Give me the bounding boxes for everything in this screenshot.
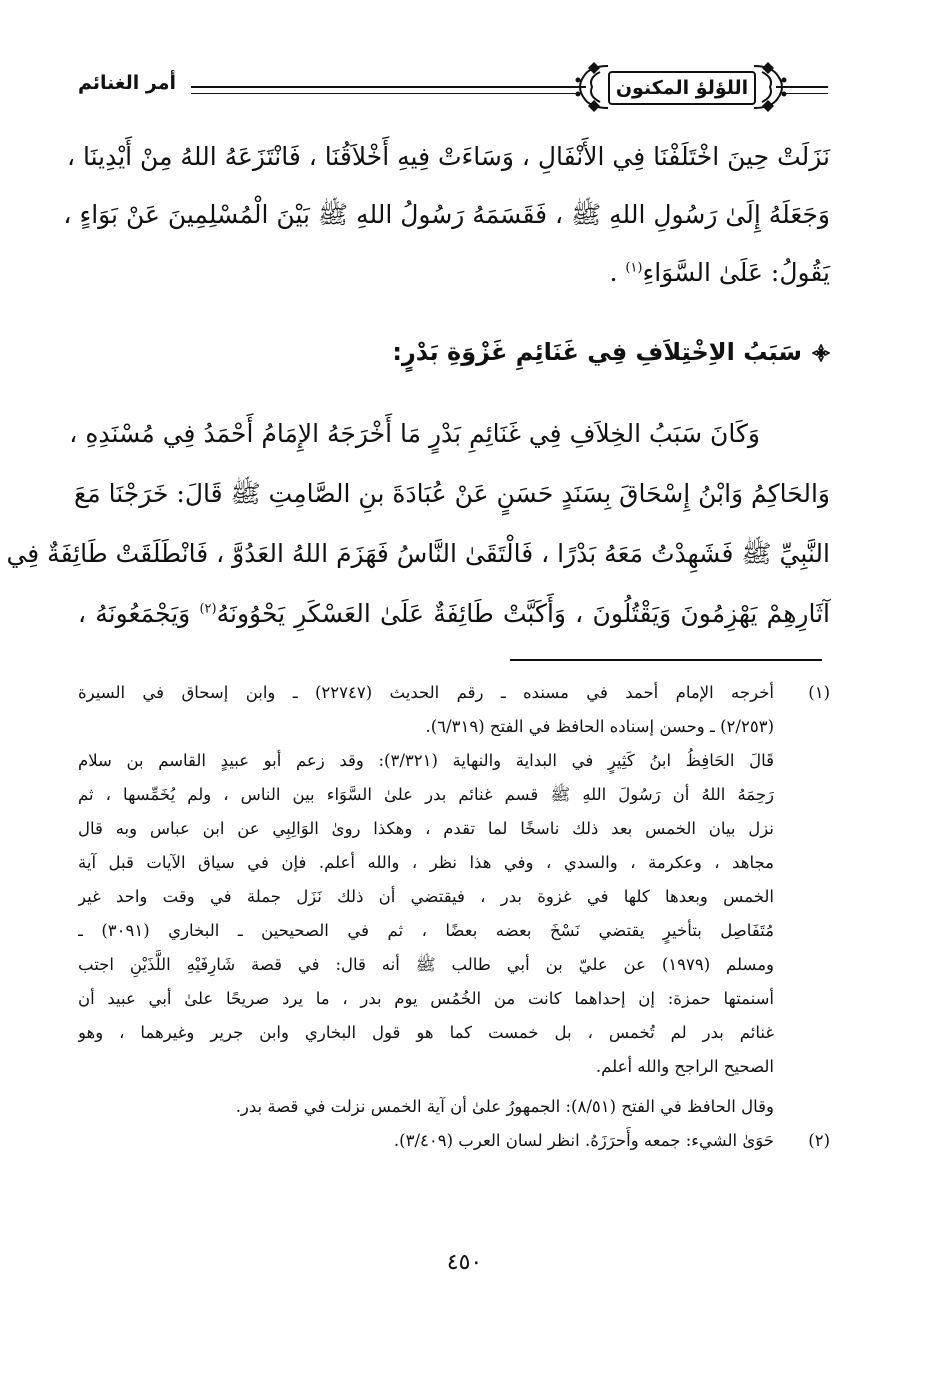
section-heading-text: سَبَبُ الاِخْتِلاَفِ فِي غَنَائِمِ غَزْوَةِ بَدْرٍ: [392,338,802,366]
running-header [78,58,830,118]
title-cartouche [570,58,792,116]
footnote-body [78,676,774,1124]
footnote-body [78,1124,774,1158]
footnote-line: أخرجه الإمام أحمد في مسنده ـ رقم الحديث (٢٢٧٤٧) ـ وابن إسحاق في السيرة [78,683,774,702]
book-title: اللؤلؤ المكنون [608,71,756,105]
footnote-line: الخمس وبعدها كلها في غزوة بدر ، فيقتضي أن ذلك نَزَل جملة في وقت واحد غير [78,887,774,906]
footnote-line: نزل بيان الخمس بعد ذلك ناسخًا لما تقدم ، وهكذا روىٰ الوَالِبِي عن ابن عباس وبه قال [78,819,774,838]
footnote-line: مجاهد ، وعكرمة ، والسدي ، وفي هذا نظر ، والله أعلم. فإن في سياق الآيات قبل آية [78,853,774,872]
footnote-line: ومسلم (١٩٧٩) عن عليّ بن أبي طالب ﷺ أنه قال: في قصة شَارِفَيْهِ اللَّذَيْنِ اجتب [78,955,774,974]
text-line [78,584,830,644]
footnote-line: قَالَ الحَافِظُ ابنُ كَثِيرٍ في البداية والنهاية (٣/٣٢١): وقد زعم أبو عبيدٍ القاسم بن سلام [78,751,774,770]
footnote-line: مُتَفَاصِل بتأخيرٍ يقتضي نَسْخَ بعضه بعضًا ، ثم في الصحيحين ـ البخاري (٣٠٩١) ـ [78,921,774,940]
text-span: يَقُولُ: عَلَىٰ السَّوَاءِ [642,258,830,287]
footnote-line: رَحِمَهُ اللهُ أن رَسُولَ اللهِ ﷺ قسم غنائم بدر علىٰ السَّوَاء بين الناس ، ولم يُخَمِّسها ، ثم [78,785,774,804]
text-line: وَجَعَلَهُ إِلَىٰ رَسُولِ اللهِ ﷺ ، فَقَسَمَهُ رَسُولُ اللهِ ﷺ بَيْنَ الْمُسْلِمِينَ عَنْ بَوَاءٍ ، [63,200,830,229]
footnote-line: غنائم بدر لم تُخمس ، بل خمست كما هو قول البخاري وابن جرير وغيرهما ، وهو [78,1023,774,1042]
text-line: وَكَانَ سَبَبُ الخِلاَفِ فِي غَنَائِمِ بَدْرٍ مَا أَخْرَجَهُ الإِمَامُ أَحْمَدُ فِي مُسْنَدِهِ ، [69,419,760,448]
footnote-line: الصحيح الراجح والله أعلم. [595,1057,774,1076]
page-number: ٤٥٠ [446,1250,483,1275]
footnote-2 [78,1124,830,1158]
text-line: النَّبِيِّ ﷺ فَشَهِدْتُ مَعَهُ بَدْرًا ، فَالْتَقَىٰ النَّاسُ فَهَزَمَ اللهُ العَدُوَّ ، فَانْطَلَقَتْ طَائِفَةٌ فِي [6,539,830,568]
text-span-end: . [609,258,626,287]
footnote-1 [78,676,830,1124]
text-line-last [78,244,830,302]
text-span: آثَارِهِمْ يَهْزِمُونَ وَيَقْتُلُونَ ، وَأَكَبَّتْ طَائِفَةٌ عَلَىٰ العَسْكَرِ يَحْوُونَهُ [216,599,831,628]
header-rule-left [191,86,576,94]
paragraph-2 [6,404,831,644]
section-heading [78,328,830,376]
footnote-line: وقال الحافظ في الفتح (٨/٥١): الجمهورُ علىٰ أن آية الخمس نزلت في قصة بدر. [235,1097,774,1116]
footnote-line: حَوَىٰ الشيء: جمعه وأَحرَزَهُ. انظر لسان العرب (٣/٤٠٩). [393,1131,774,1150]
header-rule-right [782,86,828,94]
text-line: وَالحَاكِمُ وَابْنُ إِسْحَاقَ بِسَنَدٍ حَسَنٍ عَنْ عُبَادَةَ بنِ الصَّامِتِ ﷺ قَالَ: خَرَجْنَا مَعَ [73,479,830,508]
footnote-line: (٢/٢٥٣) ـ وحسن إسناده الحافظ في الفتح (٦/٣١٩). [425,717,774,736]
text-line: نَزَلَتْ حِينَ اخْتَلَفْنَا فِي الأَنْفَالِ ، وَسَاءَتْ فِيهِ أَخْلاَقُنَا ، فَانْتَزَعَهُ اللهُ مِنْ أَيْدِينَا ، [66,142,830,171]
flower-bullet-icon [812,344,830,362]
text-span-end: وَيَجْمَعُونَهُ ، [78,599,200,628]
footnote-number: (٢) [808,1131,830,1150]
footnote-separator [510,659,822,661]
footnote-line: أسنمتها حمزة: إن إحداهما كانت من الخُمُس يوم بدر ، ما يرد صريحًا علىٰ أبي عبيد أن [78,989,774,1008]
footnote-ref-1[interactable]: (١) [625,260,643,276]
chapter-title: أمر الغنائم [78,72,177,94]
footnote-ref-2[interactable]: (٢) [199,601,217,617]
paragraph-1 [63,128,830,302]
footnotes [78,676,830,1158]
footnote-number: (١) [808,683,830,702]
